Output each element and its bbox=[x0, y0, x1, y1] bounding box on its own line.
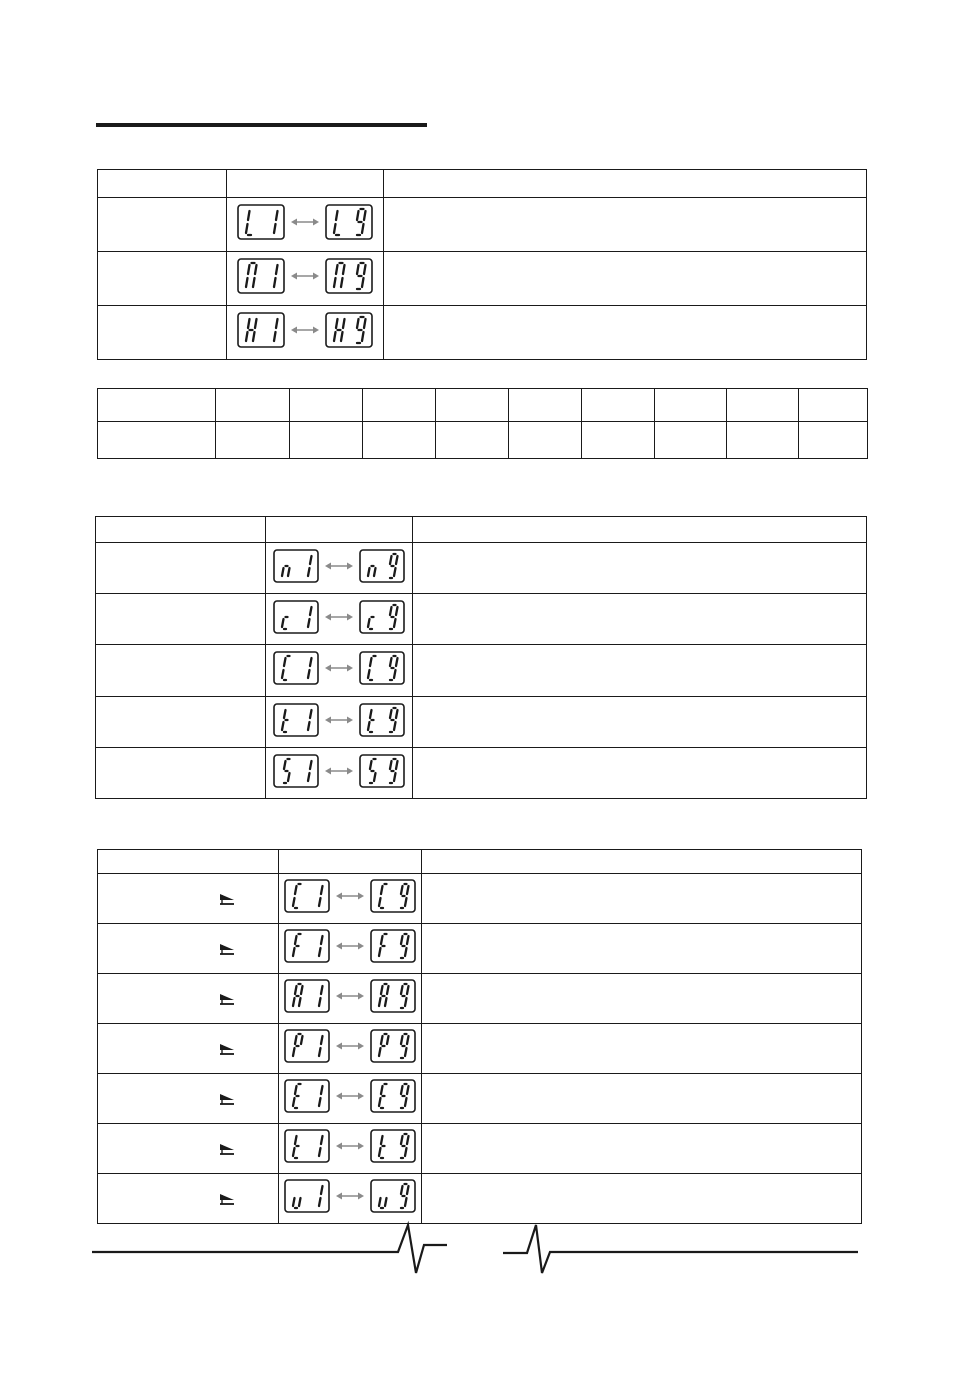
table-row bbox=[96, 594, 867, 645]
display-range bbox=[273, 754, 405, 788]
double-arrow-icon bbox=[291, 217, 319, 227]
display-range bbox=[273, 651, 405, 685]
double-arrow-icon bbox=[291, 271, 319, 281]
table-row bbox=[96, 543, 867, 594]
display-range bbox=[284, 1029, 416, 1063]
seven-segment-display-icon bbox=[325, 204, 373, 240]
seven-segment-display-icon bbox=[370, 1079, 416, 1113]
seven-segment-display-icon bbox=[284, 879, 330, 913]
pedal-wedge-icon bbox=[218, 1042, 236, 1056]
table-row bbox=[98, 1074, 862, 1124]
waveform-break-icon bbox=[0, 1215, 954, 1285]
table-row bbox=[98, 924, 862, 974]
seven-segment-display-icon bbox=[325, 312, 373, 348]
title-underline bbox=[96, 123, 427, 127]
double-arrow-icon bbox=[336, 1091, 364, 1101]
table-row bbox=[98, 874, 862, 924]
seven-segment-display-icon bbox=[273, 651, 319, 685]
seven-segment-display-icon bbox=[359, 600, 405, 634]
seven-segment-display-icon bbox=[273, 703, 319, 737]
seven-segment-display-icon bbox=[359, 754, 405, 788]
pedal-wedge-icon bbox=[218, 892, 236, 906]
double-arrow-icon bbox=[336, 1041, 364, 1051]
table-row bbox=[96, 645, 867, 697]
double-arrow-icon bbox=[325, 766, 353, 776]
pedal-wedge-icon bbox=[218, 1142, 236, 1156]
seven-segment-display-icon bbox=[359, 703, 405, 737]
table-row bbox=[98, 389, 868, 422]
display-range bbox=[284, 1079, 416, 1113]
seven-segment-display-icon bbox=[370, 1029, 416, 1063]
table-row bbox=[98, 422, 868, 459]
display-range bbox=[284, 1179, 416, 1213]
seven-segment-display-icon bbox=[359, 651, 405, 685]
table-row bbox=[98, 198, 867, 252]
table-header-row bbox=[98, 170, 867, 198]
display-range bbox=[273, 549, 405, 583]
table-row bbox=[98, 974, 862, 1024]
pedal-wedge-icon bbox=[218, 942, 236, 956]
seven-segment-display-icon bbox=[273, 754, 319, 788]
seven-segment-display-icon bbox=[284, 1079, 330, 1113]
seven-segment-display-icon bbox=[284, 979, 330, 1013]
display-range bbox=[284, 1129, 416, 1163]
display-range bbox=[237, 258, 373, 294]
display-range bbox=[237, 204, 373, 240]
seven-segment-display-icon bbox=[273, 600, 319, 634]
table-row bbox=[98, 306, 867, 360]
seven-segment-display-icon bbox=[370, 1179, 416, 1213]
display-range bbox=[284, 929, 416, 963]
table-row bbox=[98, 252, 867, 306]
double-arrow-icon bbox=[336, 991, 364, 1001]
double-arrow-icon bbox=[291, 325, 319, 335]
seven-segment-display-icon bbox=[370, 929, 416, 963]
double-arrow-icon bbox=[336, 941, 364, 951]
seven-segment-display-icon bbox=[284, 1129, 330, 1163]
table-row bbox=[96, 748, 867, 799]
pedal-wedge-icon bbox=[218, 992, 236, 1006]
display-range bbox=[284, 979, 416, 1013]
display-range bbox=[237, 312, 373, 348]
double-arrow-icon bbox=[325, 561, 353, 571]
seven-segment-display-icon bbox=[325, 258, 373, 294]
seven-segment-display-icon bbox=[370, 879, 416, 913]
double-arrow-icon bbox=[336, 891, 364, 901]
table-low-mid-high bbox=[97, 169, 867, 360]
seven-segment-display-icon bbox=[370, 979, 416, 1013]
seven-segment-display-icon bbox=[284, 1179, 330, 1213]
table-pedal-settings bbox=[97, 849, 862, 1224]
table-row bbox=[98, 1024, 862, 1074]
double-arrow-icon bbox=[325, 663, 353, 673]
display-range bbox=[284, 879, 416, 913]
double-arrow-icon bbox=[325, 715, 353, 725]
seven-segment-display-icon bbox=[237, 312, 285, 348]
pedal-wedge-icon bbox=[218, 1192, 236, 1206]
double-arrow-icon bbox=[336, 1191, 364, 1201]
seven-segment-display-icon bbox=[370, 1129, 416, 1163]
table-level-grid bbox=[97, 388, 868, 459]
table-settings bbox=[95, 516, 867, 799]
seven-segment-display-icon bbox=[273, 549, 319, 583]
pedal-wedge-icon bbox=[218, 1092, 236, 1106]
seven-segment-display-icon bbox=[237, 258, 285, 294]
display-range bbox=[273, 703, 405, 737]
seven-segment-display-icon bbox=[237, 204, 285, 240]
double-arrow-icon bbox=[336, 1141, 364, 1151]
table-header-row bbox=[96, 517, 867, 543]
seven-segment-display-icon bbox=[284, 1029, 330, 1063]
double-arrow-icon bbox=[325, 612, 353, 622]
seven-segment-display-icon bbox=[359, 549, 405, 583]
seven-segment-display-icon bbox=[284, 929, 330, 963]
display-range bbox=[273, 600, 405, 634]
table-row bbox=[98, 1124, 862, 1174]
table-header-row bbox=[98, 850, 862, 874]
table-row bbox=[96, 697, 867, 748]
